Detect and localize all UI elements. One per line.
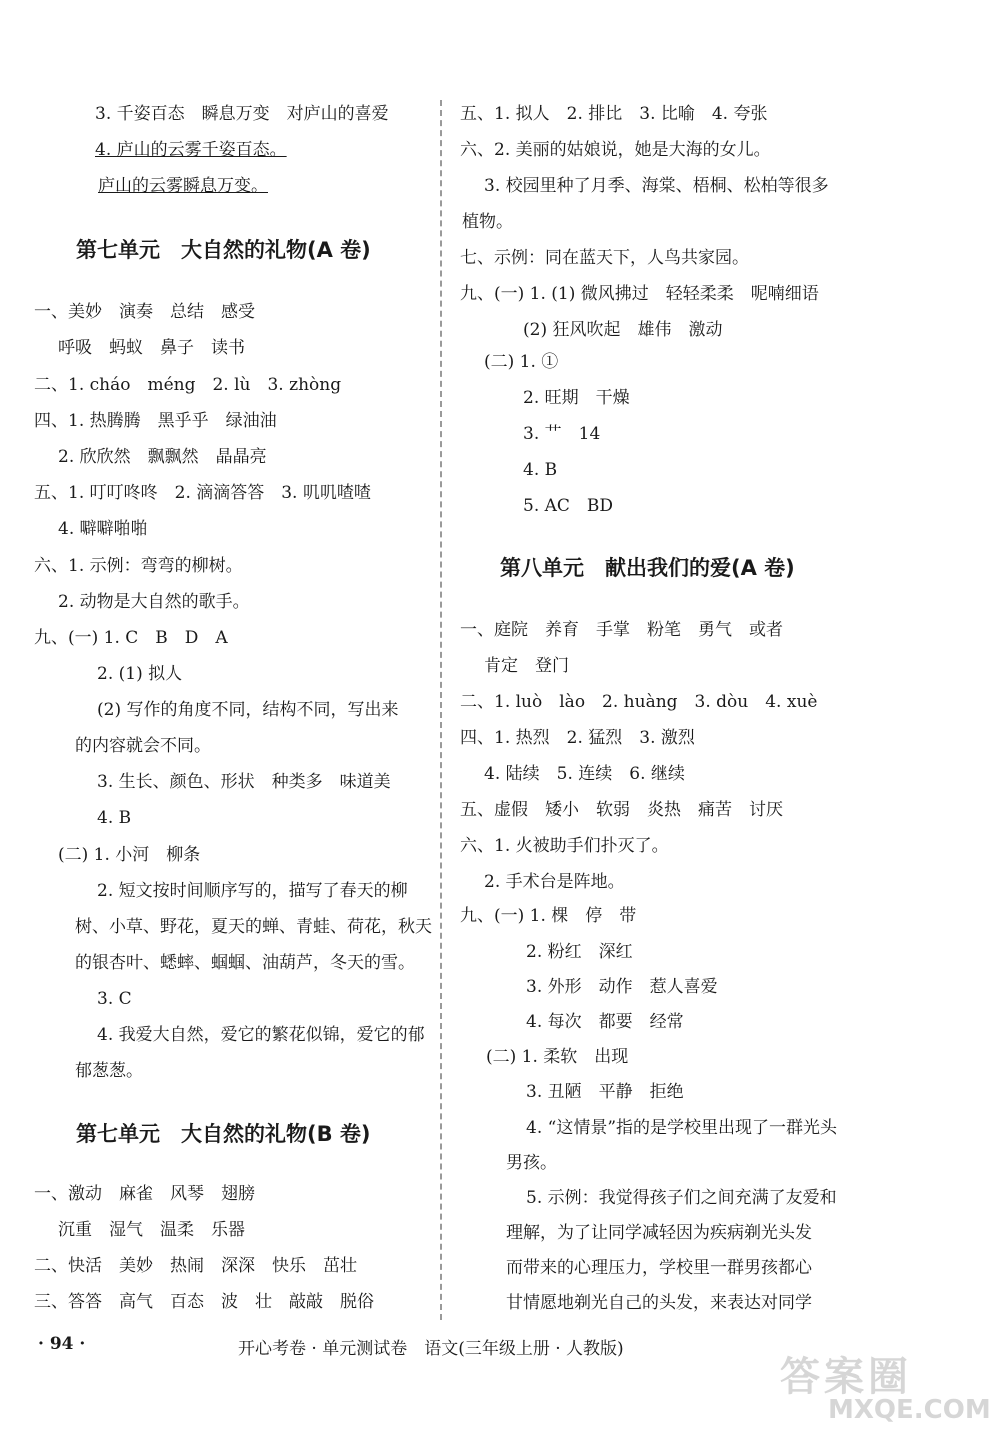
answer-line: 七、示例：同在蓝天下，人鸟共家园。 <box>460 248 749 268</box>
answer-line: 5. AC BD <box>523 496 614 516</box>
answer-line: 2. 欣欣然 飘飘然 晶晶亮 <box>58 447 267 467</box>
answer-line: 一、庭院 养育 手掌 粉笔 勇气 或者 <box>460 620 783 640</box>
answer-line: (二) 1. ① <box>484 352 559 372</box>
answer-line: 一、美妙 演奏 总结 感受 <box>34 302 255 322</box>
answer-line: 4. 庐山的云雾千姿百态。 <box>95 140 287 160</box>
column-divider <box>440 100 442 1320</box>
answer-line: 3. 艹 14 <box>523 424 601 444</box>
answer-line: 二、1. cháo méng 2. lù 3. zhòng <box>34 375 342 395</box>
answer-line: 4. B <box>523 460 558 480</box>
book-title: 开心考卷 · 单元测试卷 语文(三年级上册 · 人教版) <box>238 1339 624 1359</box>
answer-line: 4. 我爱大自然，爱它的繁花似锦，爱它的郁 <box>97 1025 425 1045</box>
answer-line: 九、(一) 1. 棵 停 带 <box>460 906 637 926</box>
answer-line: 甘情愿地剃光自己的头发，来表达对同学 <box>506 1293 812 1313</box>
answer-line: 二、快活 美妙 热闹 深深 快乐 茁壮 <box>34 1256 357 1276</box>
section-heading: 第七单元 大自然的礼物(B 卷) <box>76 1122 371 1146</box>
answer-line: (2) 狂风吹起 雄伟 激动 <box>523 320 723 340</box>
answer-line: 而带来的心理压力，学校里一群男孩都心 <box>506 1258 812 1278</box>
answer-line: (二) 1. 小河 柳条 <box>58 845 201 865</box>
answer-line: 2. 旺期 干燥 <box>523 388 630 408</box>
watermark-logo <box>770 1345 991 1430</box>
answer-line: 3. 丑陋 平静 拒绝 <box>526 1082 684 1102</box>
answer-line: 3. 外形 动作 惹人喜爱 <box>526 977 718 997</box>
watermark-url: MXQE.COM <box>828 1395 991 1425</box>
answer-line: 的内容就会不同。 <box>75 736 211 756</box>
answer-line: 六、1. 火被助手们扑灭了。 <box>460 836 669 856</box>
answer-line: 九、(一) 1. (1) 微风拂过 轻轻柔柔 呢喃细语 <box>460 284 819 304</box>
answer-line: 四、1. 热烈 2. 猛烈 3. 激烈 <box>460 728 695 748</box>
answer-line: 五、1. 拟人 2. 排比 3. 比喻 4. 夸张 <box>460 104 768 124</box>
answer-line: 4. 每次 都要 经常 <box>526 1012 684 1032</box>
answer-line: 2. (1) 拟人 <box>97 664 183 684</box>
answer-line: 2. 手术台是阵地。 <box>484 872 625 892</box>
answer-line: 三、答答 高气 百态 波 壮 敲敲 脱俗 <box>34 1292 374 1312</box>
answer-line: 肯定 登门 <box>484 656 569 676</box>
answer-line: 理解，为了让同学减轻因为疾病剃光头发 <box>506 1223 812 1243</box>
answer-line: 沉重 湿气 温柔 乐器 <box>58 1220 245 1240</box>
answer-line: 4. 陆续 5. 连续 6. 继续 <box>484 764 685 784</box>
answer-line: 五、1. 叮叮咚咚 2. 滴滴答答 3. 叽叽喳喳 <box>34 483 371 503</box>
answer-line: 的银杏叶、蟋蟀、蝈蝈、油葫芦，冬天的雪。 <box>75 953 415 973</box>
answer-line: 2. 短文按时间顺序写的，描写了春天的柳 <box>97 881 408 901</box>
answer-line: 4. B <box>97 808 132 828</box>
answer-line: 六、2. 美丽的姑娘说，她是大海的女儿。 <box>460 140 771 160</box>
answer-line: (2) 写作的角度不同，结构不同，写出来 <box>97 700 399 720</box>
answer-line: 一、激动 麻雀 风琴 翅膀 <box>34 1184 255 1204</box>
page-number: · 94 · <box>38 1334 86 1354</box>
answer-line: 九、(一) 1. C B D A <box>34 628 228 648</box>
answer-line: 5. 示例：我觉得孩子们之间充满了友爱和 <box>526 1188 837 1208</box>
answer-line: 树、小草、野花，夏天的蝉、青蛙、荷花，秋天 <box>75 917 432 937</box>
answer-line: 植物。 <box>462 212 513 232</box>
watermark-text: 答案圈 <box>780 1354 912 1400</box>
answer-line: 4. “这情景”指的是学校里出现了一群光头 <box>526 1118 838 1138</box>
answer-line: 六、1. 示例：弯弯的柳树。 <box>34 556 243 576</box>
answer-line: 四、1. 热腾腾 黑乎乎 绿油油 <box>34 411 277 431</box>
answer-line: 4. 噼噼啪啪 <box>58 519 148 539</box>
answer-line: (二) 1. 柔软 出现 <box>486 1047 629 1067</box>
answer-line: 3. 校园里种了月季、海棠、梧桐、松柏等很多 <box>484 176 829 196</box>
answer-line: 2. 动物是大自然的歌手。 <box>58 592 250 612</box>
answer-line: 庐山的云雾瞬息万变。 <box>98 176 268 196</box>
answer-line: 呼吸 蚂蚁 鼻子 读书 <box>58 338 245 358</box>
answer-line: 五、虚假 矮小 软弱 炎热 痛苦 讨厌 <box>460 800 783 820</box>
section-heading: 第八单元 献出我们的爱(A 卷) <box>500 556 795 580</box>
answer-line: 3. 生长、颜色、形状 种类多 味道美 <box>97 772 391 792</box>
answer-line: 3. 千姿百态 瞬息万变 对庐山的喜爱 <box>95 104 389 124</box>
section-heading: 第七单元 大自然的礼物(A 卷) <box>76 238 371 262</box>
answer-line: 郁葱葱。 <box>75 1061 143 1081</box>
answer-line: 2. 粉红 深红 <box>526 942 633 962</box>
answer-line: 二、1. luò lào 2. huàng 3. dòu 4. xuè <box>460 692 818 712</box>
answer-line: 男孩。 <box>506 1153 557 1173</box>
answer-line: 3. C <box>97 989 132 1009</box>
